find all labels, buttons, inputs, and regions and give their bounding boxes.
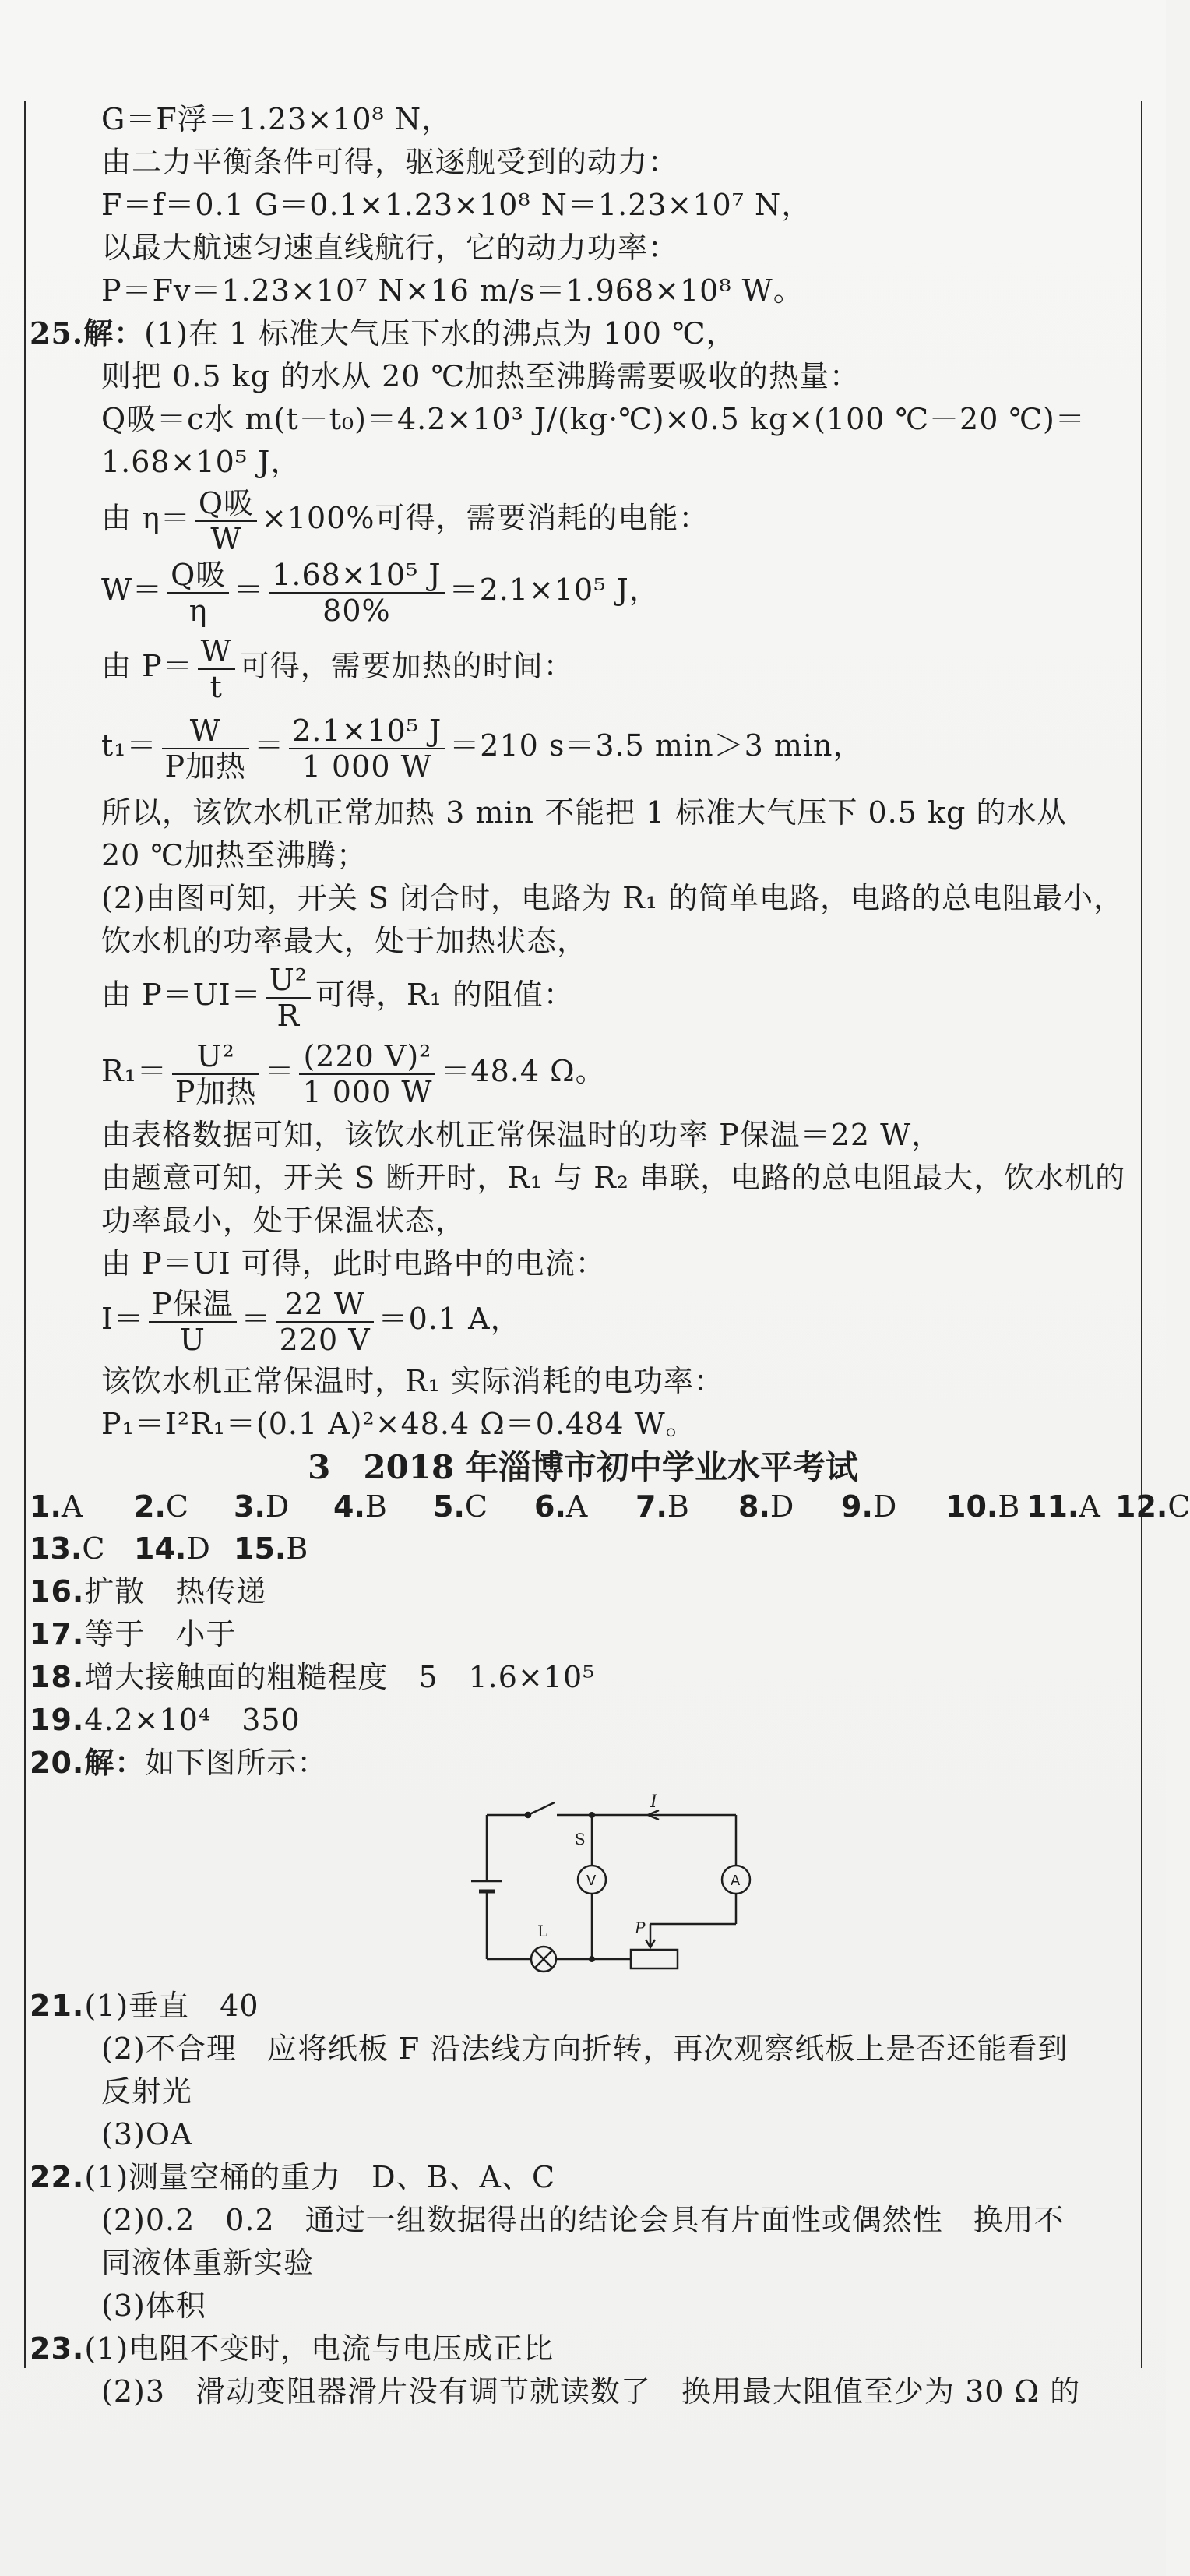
- answer-letter: A: [1079, 1489, 1100, 1524]
- question-number: 25.: [30, 315, 84, 351]
- answer-letter: B: [364, 1489, 387, 1524]
- switch-label: S: [575, 1830, 586, 1848]
- text: I＝: [101, 1302, 145, 1336]
- numerator: 2.1×10⁵ J: [289, 714, 445, 749]
- answer-letter: A: [565, 1489, 588, 1524]
- sol25-line21: P₁＝I²R₁＝(0.1 A)²×48.4 Ω＝0.484 W。: [101, 1407, 696, 1441]
- numerator: 1.68×10⁵ J: [269, 558, 444, 594]
- choice-answer-5: [433, 1489, 488, 1524]
- fraction: [195, 486, 257, 556]
- choice-answer-9: [841, 1489, 896, 1524]
- left-margin-rule: [24, 101, 26, 2368]
- choice-answer-1: [30, 1489, 83, 1524]
- sol25-line4: 1.68×10⁵ J，: [101, 445, 301, 479]
- switch-blade: [528, 1802, 555, 1815]
- sol25-line10: 20 ℃加热至沸腾；: [101, 838, 367, 872]
- junction-bottom: [589, 1956, 595, 1962]
- sol25-line5: [101, 483, 709, 556]
- question-number: 10.: [945, 1489, 998, 1524]
- answer-letter: A: [61, 1489, 83, 1524]
- sol25-line3: Q吸＝c水 m(t－t₀)＝4.2×10³ J/(kg·℃)×0.5 kg×(100 ℃－20 ℃)＝: [101, 402, 1086, 436]
- sol24-line1: G＝F浮＝1.23×10⁸ N，: [101, 102, 452, 136]
- sol25-line14: [101, 1036, 606, 1109]
- choice-answer-11: [1026, 1489, 1100, 1524]
- answer-21-line4: (3)OA: [101, 2117, 193, 2151]
- sol25-line11: (2)由图可知，开关 S 闭合时，电路为 R₁ 的简单电路，电路的总电阻最小，: [101, 881, 1125, 915]
- question-number: 16.: [30, 1574, 85, 1609]
- answer-19: [30, 1700, 301, 1739]
- answer-17: [30, 1615, 236, 1654]
- denominator: P加热: [174, 1074, 257, 1109]
- denominator: 80%: [322, 593, 391, 628]
- sol25-line7: [101, 631, 574, 704]
- sol25-line18: 由 P＝UI 可得，此时电路中的电流：: [101, 1246, 606, 1281]
- answer-23-line2: (2)3 滑动变阻器滑片没有调节就读数了 换用最大阻值至少为 30 Ω 的: [101, 2374, 1081, 2409]
- denominator: P加热: [164, 749, 247, 784]
- section-title: 3 2018 年淄博市初中学业水平考试: [308, 1448, 858, 1486]
- numerator: U²: [172, 1039, 260, 1075]
- fraction: [289, 714, 445, 784]
- numerator: (220 V)²: [299, 1039, 435, 1075]
- question-number: 11.: [1026, 1489, 1079, 1524]
- question-number: 15.: [234, 1531, 287, 1566]
- text: 如下图所示：: [145, 1746, 328, 1780]
- answer-letter: B: [667, 1489, 689, 1524]
- text: (1)在 1 标准大气压下水的沸点为 100 ℃，: [144, 316, 737, 351]
- text: 增大接触面的粗糙程度 5 1.6×10⁵: [84, 1660, 596, 1694]
- choice-answer-4: [333, 1489, 387, 1524]
- text: 扩散 热传递: [84, 1574, 267, 1609]
- choice-answer-15: [234, 1531, 308, 1566]
- answer-23-line1: [30, 2329, 554, 2368]
- sol24-line4: 以最大航速匀速直线航行，它的动力功率：: [101, 231, 679, 265]
- fraction: [266, 963, 311, 1033]
- choice-answer-2: [134, 1489, 188, 1524]
- denominator: W: [210, 521, 242, 556]
- sol25-line8: [101, 710, 863, 784]
- solution-marker: 解：: [84, 1745, 146, 1780]
- sol25-line12: 饮水机的功率最大，处于加热状态，: [101, 924, 588, 958]
- choice-answer-6: [534, 1489, 587, 1524]
- numerator: W: [198, 634, 235, 670]
- answer-22-line3: 同液体重新实验: [101, 2246, 315, 2280]
- text: 可得，R₁ 的阻值：: [315, 978, 574, 1012]
- question-number: 20.: [30, 1746, 85, 1780]
- fraction: [172, 1039, 260, 1109]
- question-number: 14.: [134, 1531, 187, 1566]
- question-number: 21.: [30, 1989, 85, 2023]
- question-number: 19.: [30, 1703, 85, 1737]
- sol24-line2: 由二力平衡条件可得，驱逐舰受到的动力：: [101, 145, 679, 179]
- answer-letter: C: [165, 1489, 188, 1524]
- sol25-line1: [30, 314, 737, 353]
- answer-letter: C: [1167, 1489, 1190, 1524]
- question-number: 18.: [30, 1660, 85, 1694]
- numerator: 22 W: [276, 1287, 374, 1323]
- text: R₁＝: [101, 1054, 167, 1088]
- numerator: Q吸: [167, 558, 229, 594]
- answer-letter: B: [998, 1489, 1020, 1524]
- answer-21-line3: 反射光: [101, 2074, 193, 2109]
- text: ＝: [234, 573, 265, 607]
- choice-answer-3: [234, 1489, 289, 1524]
- fraction: [269, 558, 444, 628]
- question-number: 3.: [234, 1489, 266, 1524]
- fraction: [276, 1287, 374, 1357]
- rheostat-box: [631, 1950, 678, 1968]
- question-number: 13.: [30, 1531, 83, 1566]
- sol25-line13: [101, 960, 574, 1033]
- answer-letter: D: [186, 1531, 210, 1566]
- answer-letter: C: [82, 1531, 105, 1566]
- text: ＝: [241, 1302, 272, 1336]
- junction-top: [589, 1812, 595, 1818]
- choice-answer-12: [1115, 1489, 1190, 1524]
- sol24-line3: F＝f＝0.1 G＝0.1×1.23×10⁸ N＝1.23×10⁷ N，: [101, 188, 812, 222]
- numerator: Q吸: [195, 486, 257, 522]
- question-number: 12.: [1115, 1489, 1168, 1524]
- denominator: t: [209, 669, 223, 704]
- answer-21-line2: (2)不合理 应将纸板 F 沿法线方向折转，再次观察纸板上是否还能看到: [101, 2032, 1069, 2066]
- fraction: [149, 1287, 237, 1357]
- question-number: 2.: [134, 1489, 166, 1524]
- choice-answer-7: [635, 1489, 689, 1524]
- answer-18: [30, 1658, 595, 1697]
- answer-22-line4: (3)体积: [101, 2289, 206, 2323]
- choice-answer-13: [30, 1531, 104, 1566]
- denominator: 1 000 W: [302, 1074, 433, 1109]
- question-number: 7.: [635, 1489, 667, 1524]
- fraction: [162, 714, 250, 784]
- answer-20: [30, 1743, 327, 1782]
- choice-answer-8: [738, 1489, 794, 1524]
- numerator: W: [162, 714, 250, 749]
- text: 等于 小于: [84, 1617, 237, 1651]
- answer-letter: D: [769, 1489, 794, 1524]
- answer-22-line1: [30, 2158, 555, 2197]
- text: 4.2×10⁴ 350: [84, 1703, 301, 1737]
- text: ＝: [254, 728, 285, 763]
- ammeter-label: A: [731, 1873, 741, 1889]
- sol25-line2: 则把 0.5 kg 的水从 20 ℃加热至沸腾需要吸收的热量：: [101, 359, 861, 393]
- numerator: U²: [266, 963, 311, 999]
- question-number: 4.: [333, 1489, 365, 1524]
- fraction: [167, 558, 229, 628]
- question-number: 23.: [30, 2331, 85, 2366]
- question-number: 22.: [30, 2160, 85, 2194]
- text: t₁＝: [101, 728, 157, 763]
- answer-16: [30, 1572, 266, 1611]
- denominator: U: [179, 1322, 206, 1357]
- question-number: 9.: [841, 1489, 873, 1524]
- sol24-line5: P＝Fv＝1.23×10⁷ N×16 m/s＝1.968×10⁸ W。: [101, 273, 804, 308]
- voltmeter-label: V: [586, 1873, 597, 1889]
- question-number: 1.: [30, 1489, 62, 1524]
- sol25-line15: 由表格数据可知，该饮水机正常保温时的功率 P保温＝22 W，: [101, 1118, 942, 1152]
- choice-answer-10: [945, 1489, 1019, 1524]
- text: ＝2.1×10⁵ J，: [449, 573, 660, 607]
- answer-letter: D: [265, 1489, 290, 1524]
- text: ＝0.1 A，: [378, 1302, 521, 1336]
- lamp-label: L: [537, 1922, 548, 1940]
- sol25-line17: 功率最小，处于保温状态，: [101, 1203, 466, 1238]
- answer-22-line2: (2)0.2 0.2 通过一组数据得出的结论会具有片面性或偶然性 换用不: [101, 2203, 1065, 2237]
- sol25-line16: 由题意可知，开关 S 断开时，R₁ 与 R₂ 串联，电路的总电阻最大，饮水机的: [101, 1161, 1126, 1195]
- choice-answer-14: [134, 1531, 210, 1566]
- text: ×100%可得，需要消耗的电能：: [262, 501, 709, 535]
- solution-marker: 解：: [83, 315, 145, 351]
- text: ＝210 s＝3.5 min＞3 min，: [449, 728, 864, 763]
- text: (1)垂直 40: [84, 1989, 259, 2023]
- text: ＝48.4 Ω。: [440, 1054, 606, 1088]
- answer-letter: C: [464, 1489, 488, 1524]
- denominator: η: [188, 593, 208, 628]
- text: 由 P＝: [101, 649, 193, 683]
- sol25-line9: 所以，该饮水机正常加热 3 min 不能把 1 标准大气压下 0.5 kg 的水从: [101, 795, 1068, 830]
- text: 由 η＝: [101, 501, 191, 535]
- circuit-diagram: [467, 1792, 771, 1979]
- fraction: [198, 634, 235, 704]
- denominator: 220 V: [279, 1322, 371, 1357]
- numerator: P保温: [149, 1287, 237, 1323]
- text: W＝: [101, 573, 164, 607]
- question-number: 8.: [738, 1489, 770, 1524]
- right-margin-rule: [1141, 101, 1142, 2368]
- text: 可得，需要加热的时间：: [239, 649, 574, 683]
- text: 由 P＝UI＝: [101, 978, 262, 1012]
- sol25-line20: 该饮水机正常保温时，R₁ 实际消耗的电功率：: [101, 1364, 724, 1398]
- sol25-line6: [101, 555, 660, 628]
- answer-letter: B: [286, 1531, 308, 1566]
- answer-21-line1: [30, 1986, 259, 2025]
- text: (1)测量空桶的重力 D、B、A、C: [84, 2160, 556, 2194]
- answer-letter: D: [872, 1489, 897, 1524]
- current-label: I: [650, 1792, 657, 1812]
- question-number: 17.: [30, 1617, 85, 1651]
- fraction: [299, 1039, 435, 1109]
- question-number: 6.: [534, 1489, 566, 1524]
- question-number: 5.: [433, 1489, 465, 1524]
- denominator: 1 000 W: [301, 749, 432, 784]
- text: (1)电阻不变时，电流与电压成正比: [84, 2331, 555, 2366]
- sol25-line19: [101, 1284, 521, 1357]
- text: ＝: [264, 1054, 295, 1088]
- denominator: R: [276, 998, 301, 1033]
- slider-label: P: [635, 1919, 646, 1937]
